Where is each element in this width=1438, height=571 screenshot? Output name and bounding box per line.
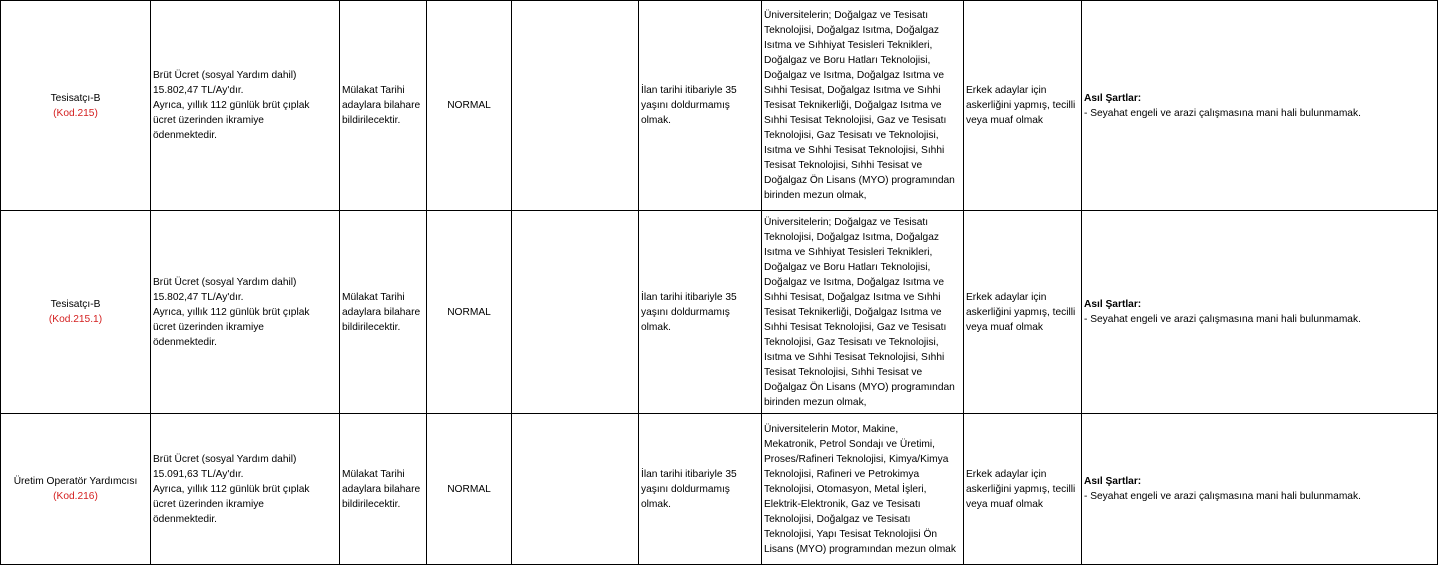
age-cell <box>639 211 762 414</box>
education-line: Elektrik-Elektronik, Gaz ve Tesisatı <box>764 498 921 510</box>
age-line: yaşını doldurmamış <box>641 483 730 495</box>
salary-line: 15.802,47 TL/Ay'dır. <box>153 291 244 303</box>
table-row <box>1 414 1438 565</box>
education-line: Tesisat Teknolojisi, Sıhhi Tesisat ve <box>764 160 923 171</box>
salary-line: Ayrıca, yıllık 112 günlük brüt çıplak <box>153 483 310 495</box>
salary-line: Brüt Ücret (sosyal Yardım dahil) <box>153 453 297 465</box>
education-line: Üniversitelerin; Doğalgaz ve Tesisatı <box>764 216 929 228</box>
position-code: (Kod.216) <box>53 491 98 502</box>
education-cell <box>762 414 964 565</box>
salary-line: ödenmektedir. <box>153 336 217 348</box>
salary-line: 15.802,47 TL/Ay'dır. <box>153 85 244 96</box>
status-text: NORMAL <box>447 306 491 318</box>
education-line: Isıtma ve Sıhhiyat Tesisleri Teknikleri, <box>764 246 933 258</box>
requirements-title: Asıl Şartlar: <box>1084 476 1142 487</box>
salary-line: ücret üzerinden ikramiye <box>153 115 264 126</box>
age-line: İlan tarihi itibariyle 35 <box>641 85 737 96</box>
salary-cell <box>151 1 340 211</box>
age-cell <box>639 1 762 211</box>
empty-cell <box>512 1 639 211</box>
interview-line: bildirilecektir. <box>342 321 401 333</box>
age-cell <box>639 414 762 565</box>
education-line: Teknolojisi, Doğalgaz Isıtma, Doğalgaz <box>764 25 939 36</box>
education-line: Isıtma ve Sıhhi Tesisat Teknolojisi, Sıhhi <box>764 145 945 156</box>
salary-cell <box>151 414 340 565</box>
salary-line: ücret üzerinden ikramiye <box>153 321 264 333</box>
education-line: Üniversitelerin; Doğalgaz ve Tesisatı <box>764 10 929 21</box>
education-line: Teknolojisi, Yapı Tesisat Teknolojisi Ön <box>764 528 938 540</box>
education-line: Isıtma ve Sıhhi Tesisat Teknolojisi, Sıhhi <box>764 351 945 363</box>
status-cell <box>427 414 512 565</box>
education-line: Mekatronik, Petrol Sondajı ve Üretimi, <box>764 438 935 450</box>
education-line: Sıhhi Tesisat Teknolojisi, Gaz ve Tesisatı <box>764 115 947 126</box>
interview-cell <box>340 211 427 414</box>
education-line: Teknolojisi, Gaz Tesisatı ve Teknolojisi, <box>764 336 939 348</box>
education-line: Teknolojisi, Otomasyon, Metal İşleri, <box>764 483 927 495</box>
military-line: Erkek adaylar için <box>966 85 1047 96</box>
requirements-cell <box>1082 1 1438 211</box>
position-code: (Kod.215.1) <box>48 314 103 325</box>
interview-line: adaylara bilahare <box>342 100 421 111</box>
requirements-text: - Seyahat engeli ve arazi çalışmasına mani hali bulunmamak. <box>1084 491 1361 502</box>
status-text: NORMAL <box>447 100 491 111</box>
salary-line: Ayrıca, yıllık 112 günlük brüt çıplak <box>153 100 310 111</box>
age-line: yaşını doldurmamış <box>641 306 730 318</box>
education-line: Teknolojisi, Doğalgaz ve Tesisatı <box>764 513 911 525</box>
age-line: olmak. <box>641 321 672 333</box>
military-line: veya muaf olmak <box>966 498 1044 510</box>
salary-line: 15.091,63 TL/Ay'dır. <box>153 468 244 480</box>
military-line: veya muaf olmak <box>966 115 1044 126</box>
education-line: Doğalgaz Ön Lisans (MYO) programından <box>764 175 955 186</box>
salary-line: Ayrıca, yıllık 112 günlük brüt çıplak <box>153 306 310 318</box>
military-line: askerliğini yapmış, tecilli <box>966 306 1076 318</box>
empty-cell <box>512 211 639 414</box>
education-line: Tesisat Teknolojisi, Sıhhi Tesisat ve <box>764 366 923 378</box>
military-line: askerliğini yapmış, tecilli <box>966 483 1076 495</box>
education-line: Tesisat Teknikerliği, Doğalgaz Isıtma ve <box>764 100 942 111</box>
education-cell <box>762 1 964 211</box>
military-cell <box>964 414 1082 565</box>
age-line: olmak. <box>641 115 672 126</box>
education-line: Üniversitelerin Motor, Makine, <box>764 423 899 435</box>
position-title: Tesisatçı-B <box>50 92 101 104</box>
education-line: Teknolojisi, Rafineri ve Petrokimya <box>764 468 920 480</box>
position-cell <box>1 1 151 211</box>
salary-line: ödenmektedir. <box>153 513 217 525</box>
military-cell <box>964 211 1082 414</box>
salary-line: Brüt Ücret (sosyal Yardım dahil) <box>153 276 297 288</box>
interview-line: Mülakat Tarihi <box>342 468 405 480</box>
education-line: Sıhhi Tesisat Teknolojisi, Gaz ve Tesisatı <box>764 321 947 333</box>
table-row <box>1 211 1438 414</box>
position-code: (Kod.215) <box>53 107 98 119</box>
position-title: Tesisatçı-B <box>50 299 101 310</box>
military-cell <box>964 1 1082 211</box>
education-line: Lisans (MYO) programından mezun olmak <box>764 543 956 555</box>
position-cell <box>1 414 151 565</box>
education-line: Doğalgaz ve Isıtma, Doğalgaz Isıtma ve <box>764 70 945 81</box>
education-line: Doğalgaz ve Boru Hatları Teknolojisi, <box>764 55 931 66</box>
salary-line: Brüt Ücret (sosyal Yardım dahil) <box>153 70 297 81</box>
age-line: İlan tarihi itibariyle 35 <box>641 291 737 303</box>
military-line: veya muaf olmak <box>966 321 1044 333</box>
age-line: İlan tarihi itibariyle 35 <box>641 468 737 480</box>
education-line: Doğalgaz ve Boru Hatları Teknolojisi, <box>764 261 931 273</box>
age-line: yaşını doldurmamış <box>641 100 730 111</box>
requirements-cell <box>1082 414 1438 565</box>
education-line: Sıhhi Tesisat, Doğalgaz Isıtma ve Sıhhi <box>764 85 941 96</box>
interview-cell <box>340 1 427 211</box>
interview-cell <box>340 414 427 565</box>
requirements-title: Asıl Şartlar: <box>1084 92 1142 104</box>
military-line: Erkek adaylar için <box>966 468 1047 480</box>
interview-line: bildirilecektir. <box>342 498 401 510</box>
empty-cell <box>512 414 639 565</box>
education-line: Doğalgaz ve Isıtma, Doğalgaz Isıtma ve <box>764 276 945 288</box>
military-line: Erkek adaylar için <box>966 291 1047 303</box>
military-line: askerliğini yapmış, tecilli <box>966 100 1076 111</box>
education-line: Teknolojisi, Gaz Tesisatı ve Teknolojisi, <box>764 130 939 141</box>
interview-line: bildirilecektir. <box>342 115 401 126</box>
education-line: birinden mezun olmak, <box>764 396 867 408</box>
education-line: birinden mezun olmak, <box>764 190 867 201</box>
education-line: Doğalgaz Ön Lisans (MYO) programından <box>764 381 955 393</box>
status-cell <box>427 211 512 414</box>
salary-line: ücret üzerinden ikramiye <box>153 498 264 510</box>
requirements-cell <box>1082 211 1438 414</box>
requirements-title: Asıl Şartlar: <box>1084 299 1142 310</box>
interview-line: Mülakat Tarihi <box>342 291 405 303</box>
education-line: Teknolojisi, Doğalgaz Isıtma, Doğalgaz <box>764 231 939 243</box>
education-line: Tesisat Teknikerliği, Doğalgaz Isıtma ve <box>764 306 942 318</box>
position-title: Üretim Operatör Yardımcısı <box>13 476 138 487</box>
age-line: olmak. <box>641 498 672 510</box>
position-cell <box>1 211 151 414</box>
education-line: Isıtma ve Sıhhiyat Tesisleri Teknikleri, <box>764 40 933 51</box>
interview-line: Mülakat Tarihi <box>342 85 405 96</box>
education-cell <box>762 211 964 414</box>
interview-line: adaylara bilahare <box>342 306 421 318</box>
education-line: Proses/Rafineri Teknolojisi, Kimya/Kimya <box>764 453 949 465</box>
status-cell <box>427 1 512 211</box>
requirements-text: - Seyahat engeli ve arazi çalışmasına mani hali bulunmamak. <box>1084 314 1361 325</box>
table-row <box>1 1 1438 211</box>
interview-line: adaylara bilahare <box>342 483 421 495</box>
salary-cell <box>151 211 340 414</box>
salary-line: ödenmektedir. <box>153 130 217 141</box>
status-text: NORMAL <box>447 483 491 495</box>
education-line: Sıhhi Tesisat, Doğalgaz Isıtma ve Sıhhi <box>764 291 941 303</box>
requirements-text: - Seyahat engeli ve arazi çalışmasına mani hali bulunmamak. <box>1084 107 1361 119</box>
